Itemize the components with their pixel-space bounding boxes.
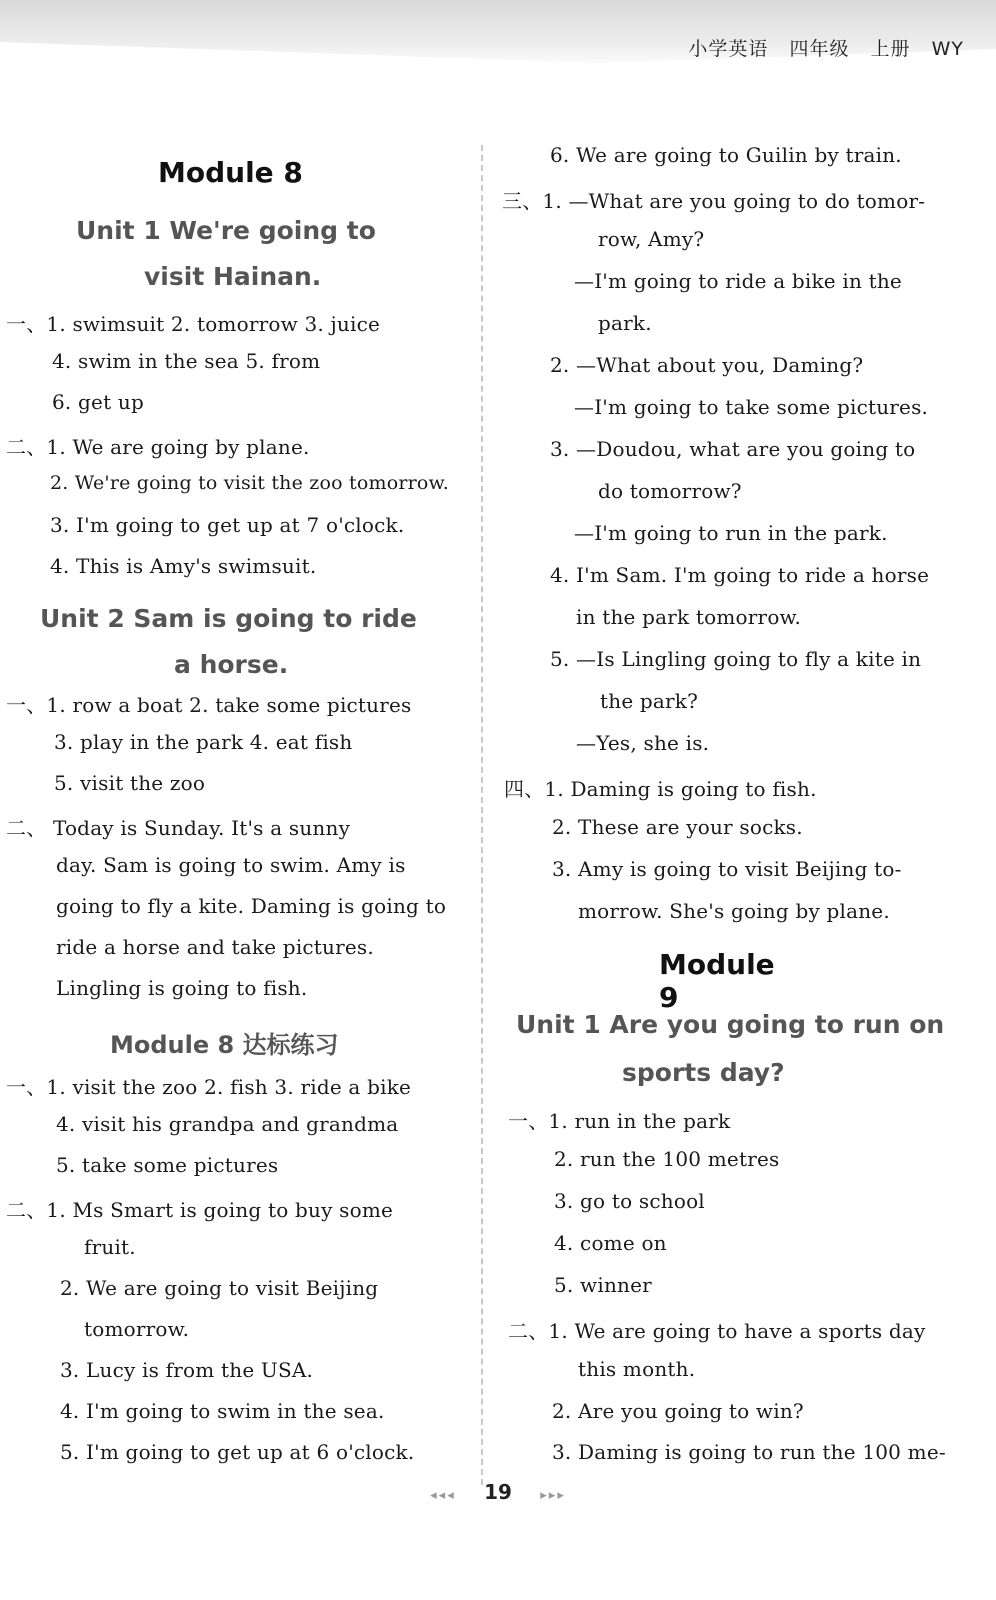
unit1-title-line2: visit Hainan. [144, 262, 322, 291]
answer-line: 4. come on [554, 1231, 667, 1255]
answer-line: the park? [600, 689, 699, 713]
header-edition: WY [931, 38, 964, 60]
answer-line: tomorrow. [84, 1317, 190, 1341]
answer-line: 四、1. Daming is going to fish. [504, 777, 817, 801]
answer-line: 6. get up [52, 390, 144, 414]
answer-line: 6. We are going to Guilin by train. [550, 143, 902, 167]
page-number: 19 [484, 1480, 512, 1504]
answer-line: going to fly a kite. Daming is going to [56, 894, 447, 918]
answer-line: 5. visit the zoo [54, 771, 206, 795]
answer-line: morrow. She's going by plane. [578, 899, 890, 923]
answer-line: 4. I'm Sam. I'm going to ride a horse [550, 563, 930, 587]
answer-line: 二、1. We are going to have a sports day [508, 1319, 926, 1343]
answer-line: this month. [578, 1357, 696, 1381]
answer-line: 2. Are you going to win? [552, 1399, 804, 1423]
answer-line: park. [598, 311, 652, 335]
answer-line: —Yes, she is. [576, 731, 710, 755]
answer-line: 3. —Doudou, what are you going to [550, 437, 916, 461]
answer-line: —I'm going to run in the park. [574, 521, 888, 545]
header-grade: 四年级 [789, 38, 850, 60]
answer-line: 3. I'm going to get up at 7 o'clock. [50, 513, 405, 537]
header-subject: 小学英语 [688, 38, 769, 60]
column-divider [481, 145, 483, 1485]
prev-arrows-icon: ◂◂◂ [430, 1488, 456, 1503]
answer-line: —I'm going to take some pictures. [574, 395, 929, 419]
m9-unit1-title-line2: sports day? [622, 1058, 785, 1087]
unit2-title-line2: a horse. [174, 650, 289, 679]
answer-line: —I'm going to ride a bike in the [574, 269, 902, 293]
answer-line: 二、 Today is Sunday. It's a sunny [6, 816, 351, 840]
answer-line: 二、1. Ms Smart is going to buy some [6, 1198, 394, 1222]
page-footer [0, 1480, 996, 1504]
answer-line: day. Sam is going to swim. Amy is [56, 853, 406, 877]
answer-line: in the park tomorrow. [576, 605, 802, 629]
answer-line: 4. swim in the sea 5. from [52, 349, 321, 373]
answer-line: 2. We're going to visit the zoo tomorrow. [50, 472, 449, 494]
answer-line: fruit. [84, 1235, 136, 1259]
practice-title: Module 8 达标练习 [110, 1031, 339, 1059]
answer-line: Lingling is going to fish. [56, 976, 308, 1000]
m9-unit1-title-line1: Unit 1 Are you going to run on [516, 1010, 945, 1039]
answer-line: ride a horse and take pictures. [56, 935, 374, 959]
answer-line: 一、1. visit the zoo 2. fish 3. ride a bike [6, 1075, 412, 1099]
answer-line: 3. Amy is going to visit Beijing to- [552, 857, 902, 881]
unit1-title-line1: Unit 1 We're going to [76, 216, 376, 245]
answer-line: row, Amy? [598, 227, 705, 251]
answer-line: 一、1. swimsuit 2. tomorrow 3. juice [6, 312, 381, 336]
book-header [674, 34, 964, 61]
answer-line: 2. —What about you, Daming? [550, 353, 864, 377]
answer-line: 5. take some pictures [56, 1153, 279, 1177]
answer-line: do tomorrow? [598, 479, 742, 503]
answer-line: 5. winner [554, 1273, 652, 1297]
answer-line: 4. visit his grandpa and grandma [56, 1112, 399, 1136]
answer-line: 2. We are going to visit Beijing [60, 1276, 379, 1300]
header-volume: 上册 [870, 38, 911, 60]
answer-line: 一、1. row a boat 2. take some pictures [6, 693, 412, 717]
answer-line: 3. play in the park 4. eat fish [54, 730, 353, 754]
answer-line: 5. I'm going to get up at 6 o'clock. [60, 1440, 415, 1464]
answer-line: 一、1. run in the park [508, 1109, 731, 1133]
answer-line: 3. go to school [554, 1189, 705, 1213]
answer-line: 二、1. We are going by plane. [6, 435, 310, 459]
next-arrows-icon: ▸▸▸ [540, 1488, 566, 1503]
answer-line: 5. —Is Lingling going to fly a kite in [550, 647, 922, 671]
unit2-title-line1: Unit 2 Sam is going to ride [40, 604, 417, 633]
answer-line: 4. This is Amy's swimsuit. [50, 554, 317, 578]
answer-line: 4. I'm going to swim in the sea. [60, 1399, 385, 1423]
answer-line: 2. These are your socks. [552, 815, 803, 839]
answer-line: 2. run the 100 metres [554, 1147, 780, 1171]
module9-title: Module 9 [659, 948, 775, 1014]
module8-title: Module 8 [158, 156, 303, 189]
answer-line: 三、1. —What are you going to do tomor- [502, 189, 926, 213]
answer-line: 3. Lucy is from the USA. [60, 1358, 314, 1382]
answer-line: 3. Daming is going to run the 100 me- [552, 1440, 946, 1464]
